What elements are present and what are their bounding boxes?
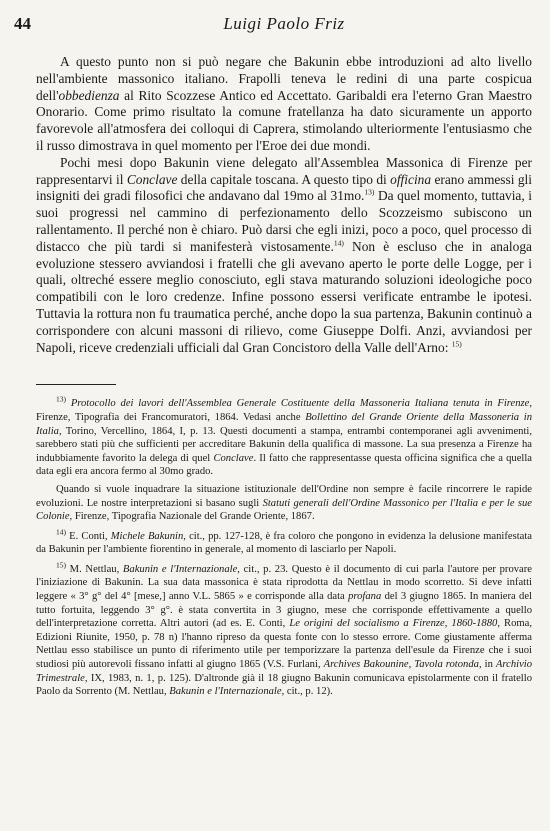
paragraph: A questo punto non si può negare che Bakunin ebbe introduzioni ad alto livello nell'ambiente massonico italiano. Frapolli teneva le redini di una parte cospicua dell'obbedienza al Rito Scozzese Antico ed Accettato. Garibaldi era l'eterno Gran Maestro Onorario. Come primo risultato la comune fratellanza ha dato sicuramente un apporto favorevole all'atmosfera dei colloqui di Caprera, stimolando ulteriormente l'entusiasmo che il russo dimostrava in quel momento per l'Eroe dei due mondi. xyxy=(36,54,532,153)
footnote-ref: 13) xyxy=(364,187,375,197)
running-head: Luigi Paolo Friz xyxy=(223,14,345,33)
page-number: 44 xyxy=(14,14,31,33)
footnote-13-continued: Quando si vuole inquadrare la situazione istituzionale dell'Ordine non sempre è facile rincorrere le rapide evoluzioni. Le nostre interpretazioni si basano sugli Statuti generali dell'Ordine Massonico per l'Italia e per le sue Colonie, Firenze, Tipografia Nazionale del Grande Oriente, 1867. xyxy=(36,483,532,523)
footnote-separator xyxy=(36,384,116,385)
main-text xyxy=(36,54,532,356)
footnote-15: $^{15)}$ M. Nettlau, Bakunin e l'Internazionale, cit., p. 23. Questo è il documento di cui parla l'autore per provare l'iniziazione di Bakunin. La sua data massonica è stata riprodotta da Nettlau in modo scorretto. Si deve infatti leggere « 3° g° del 4° [mese,] anno V.L. 5865 » e corrisponde alla data profana del 3 giugno 1865. In maniera del tutto fortuita, leggendo 3° g°. è stata convertita in 3 giugno, mese che corrisponde effettivamente a quello dell'interpretazione corretta. Altri autori (ad es. E. Conti, Le origini del socialismo a Firenze, 1860-1880, Roma, Edizioni Riunite, 1950, p. 78 n) l'hanno ripreso da questa fonte con lo stesso errore. Come giustamente afferma Nettlau esso stabilisce un punto di riferimento utile per temporizzare la partenza dell'esule da Firenze che i suoi studiosi più autorevoli fissano infatti al giugno 1865 (V.S. Furlani, Archives Bakounine, Tavola rotonda, in Archivio Trimestrale, IX, 1983, n. 1, p. 125). D'altronde già il 18 giugno Bakunin comunicava epistolarmente con il fratello Paolo da Sorrento (M. Nettlau, Bakunin e l'Internazionale, cit., p. 12). xyxy=(36,560,533,698)
footnote-ref: 15) xyxy=(451,339,462,349)
footnote-13: $^{13)}$ Protocollo dei lavori dell'Assemblea Generale Costituente della Massoneria Italiana tenuta in Firenze, Firenze, Tipografia dei Francomuratori, 1864. Vedasi anche Bollettino del Grande Oriente della Massoneria in Italia, Torino, Vercellino, 1864, I, p. 13. Questi documenti a stampa, entrambi contemporanei agli avvenimenti, sarebbero stati più che sufficienti per accreditare Bakunin della qualifica di massone. La sua presenza a Firenze ha indubbiamente favorito la delega di quel Conclave. Il fatto che rappresentasse questa officina significa che a quella data egli era ancora fermo al 30mo grado. xyxy=(36,394,533,478)
footnote-14: $^{14)}$ E. Conti, Michele Bakunin, cit., pp. 127-128, è fra coloro che pongono in evidenza la delusione manifestata da Bakunin per l'ambiente fiorentino in generale, al momento di lasciarlo per Napoli. xyxy=(36,527,532,556)
page-header xyxy=(14,12,532,42)
paragraph: Pochi mesi dopo Bakunin viene delegato all'Assemblea Massonica di Firenze per rappresentarvi il Conclave della capitale toscana. A questo tipo di officina erano ammessi gli insigniti dei gradi filosofici che andavano dal 19mo al 31mo.$^{13)}$ Da quel momento, tuttavia, i suoi progressi nel cammino di perfezionamento dello Scozzeismo subiscono un rallentamento. Il perché non è chiaro. Può darsi che egli inizi, poco a poco, quel processo di distacco che più tardi si manifesterà vistosamente.$^{14)}$ Non è escluso che in analoga evoluzione stessero avviandosi i fratelli che gli avevano aperto le porte delle Logge, per i quali, oltreché essere meglio conosciuto, egli stava maturando soluzioni ideologiche poco compatibili con le loro credenze. Infine possono essersi verificate entrambe le ipotesi. Tuttavia la rottura non fu traumatica perché, anche dopo la sua partenza, Bakunin continuò a corrispondere con alcuni massoni di rilievo, come Giuseppe Dolfi. Anzi, avviandosi per Napoli, riceve credenziali ufficiali dal Gran Concistoro della Valle dell'Arno: $^{15)}$ xyxy=(36,154,532,355)
footnotes xyxy=(36,394,533,698)
footnote-ref: 14) xyxy=(333,238,344,248)
